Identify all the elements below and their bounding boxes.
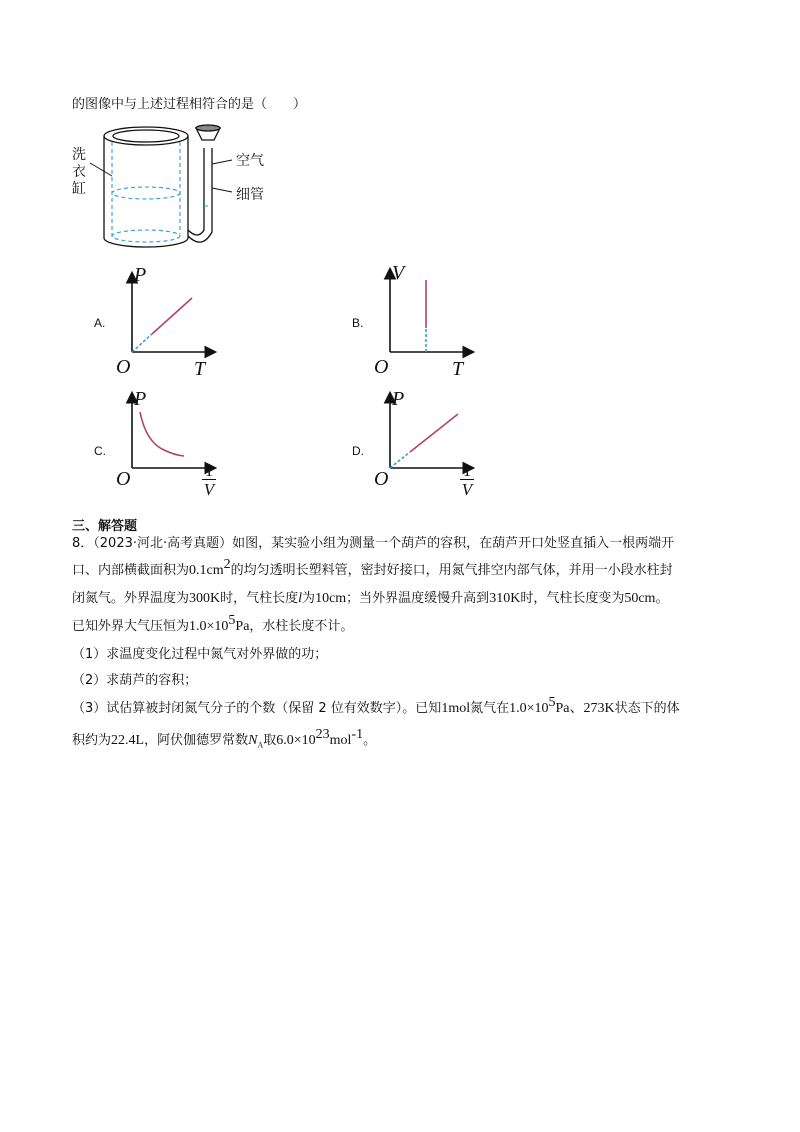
graph-c-x-den: V <box>203 480 215 499</box>
q8-l2-b: 的均匀透明长塑料管，密封好接口，用氮气排空内部气体，并用一小段水柱封 <box>230 563 673 578</box>
q8-area-value: 0.1cm <box>189 563 224 578</box>
q8-l3-a: 闭氮气。外界温度为 <box>72 591 190 606</box>
q8-na-sym: N <box>248 733 258 748</box>
graph-b-y-label: V <box>392 262 405 284</box>
label-air: 空气 <box>236 153 264 169</box>
q8-vol: 22.4L <box>111 733 145 748</box>
q8-l3-e: 时，气柱长度变为 <box>520 591 625 606</box>
q8-line-last <box>72 727 377 755</box>
graph-a <box>114 268 224 378</box>
option-c-label: C. <box>94 444 106 458</box>
label-tank-1: 洗 <box>72 147 86 163</box>
graph-c-origin: O <box>116 468 131 490</box>
q8-mol: 1mol <box>441 701 471 716</box>
graph-a-y-label: P <box>134 264 147 286</box>
section-title: 三、解答题 <box>72 519 138 534</box>
graph-d-x-label <box>460 462 474 499</box>
graph-b <box>372 264 482 374</box>
q8-sub-2: （2）求葫芦的容积； <box>72 673 198 688</box>
q8-line-1: 8．（2023·河北·高考真题）如图，某实验小组为测量一个葫芦的容积，在葫芦开口处竖直插入一根两端开 <box>72 536 675 551</box>
q8-ll-d: 。 <box>363 733 377 748</box>
q8-l4-b: ，水柱长度不计。 <box>249 619 354 634</box>
graph-d-x-den: V <box>461 480 473 499</box>
q8-na-sub: A <box>257 740 264 750</box>
q8-l3-d: ；当外界温度缓慢升高到 <box>346 591 490 606</box>
q8-l3-c: 为 <box>302 591 316 606</box>
q8-temp1: 300K <box>189 591 221 606</box>
graph-a-origin: O <box>116 356 131 378</box>
graph-d-origin: O <box>374 468 389 490</box>
q8-p-std-exp: 5 <box>548 695 556 710</box>
q8-p0-exp: 5 <box>228 613 236 628</box>
q8-line-3 <box>72 590 668 608</box>
q8-temp2: 310K <box>489 591 521 606</box>
option-d-label: D. <box>352 444 364 458</box>
q8-l2-a: 口、内部横截面积为 <box>72 563 190 578</box>
q8-len1: 10cm <box>315 591 347 606</box>
q8-na-unit: mol <box>329 733 352 748</box>
graph-c-x-num: 1 <box>204 461 214 480</box>
graph-c-x-label <box>202 462 216 499</box>
graph-d-y-label: P <box>392 388 405 410</box>
graph-a-x-label: T <box>194 358 206 380</box>
q8-p0-mant: 1.0×10 <box>189 619 229 634</box>
q8-l3-b: 时，气柱长度 <box>220 591 299 606</box>
q8-na-exp: 23 <box>315 727 330 742</box>
q8-line-4 <box>72 613 354 636</box>
q8-s3-a: （3）试估算被封闭氮气分子的个数（保留 2 位有效数字）。已知 <box>72 701 442 716</box>
label-tube: 细管 <box>236 187 264 203</box>
option-b-label: B. <box>352 316 364 330</box>
graph-d-x-num: 1 <box>462 461 472 480</box>
q8-na-mant: 6.0×10 <box>276 733 316 748</box>
q8-p-std-mant: 1.0×10 <box>509 701 549 716</box>
q8-line-2 <box>72 557 673 580</box>
graph-b-x-label: T <box>452 358 464 380</box>
q8-len2: 50cm <box>624 591 656 606</box>
q8-ll-a: 积约为 <box>72 733 112 748</box>
q8-l4-a: 已知外界大气压恒为 <box>72 619 190 634</box>
q8-len-sym: l <box>298 591 303 606</box>
graph-c-y-label: P <box>134 388 147 410</box>
q8-s3-c: 状态下的体 <box>614 701 680 716</box>
q8-s3-b: 氮气在 <box>470 701 510 716</box>
q8-ll-b: ，阿伏伽德罗常数 <box>144 733 249 748</box>
graph-b-origin: O <box>374 356 389 378</box>
option-a-label: A. <box>94 316 106 330</box>
label-tank-2: 衣 <box>72 164 86 180</box>
q8-p-std-unit: Pa、273K <box>555 701 615 716</box>
q8-sub-3 <box>72 695 680 718</box>
q8-p0-unit: Pa <box>235 619 250 634</box>
q8-ll-c: 取 <box>263 733 277 748</box>
q8-sub-1: （1）求温度变化过程中氮气对外界做的功； <box>72 647 328 662</box>
q8-area-exp: 2 <box>223 557 231 572</box>
question-tail: 的图像中与上述过程相符合的是（ ） <box>72 97 307 112</box>
q8-l3-f: 。 <box>655 591 669 606</box>
label-tank-3: 缸 <box>72 181 86 197</box>
q8-na-unit-exp: -1 <box>351 727 364 742</box>
